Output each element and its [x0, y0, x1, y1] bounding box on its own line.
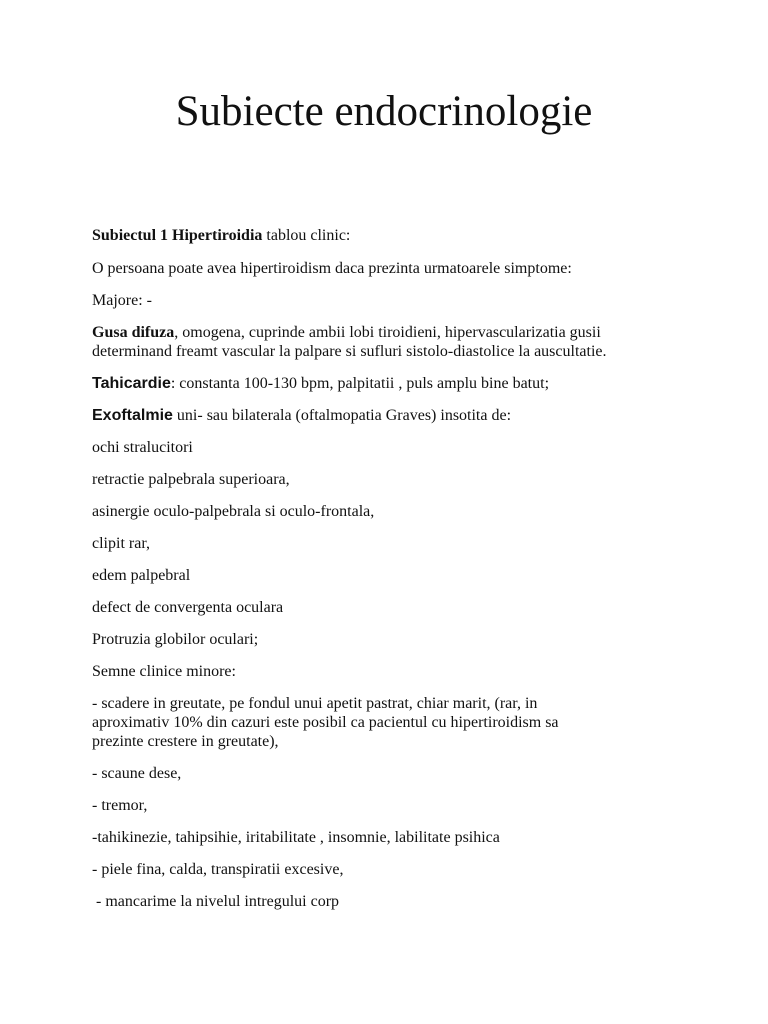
- minor-sign-item: - tremor,: [92, 797, 148, 814]
- eye-sign-item: asinergie oculo-palpebrala si oculo-frontala,: [92, 503, 375, 520]
- eye-sign-item: edem palpebral: [92, 567, 191, 584]
- minor-sign-item: -tahikinezie, tahipsihie, iritabilitate , insomnie, labilitate psihica: [92, 829, 500, 846]
- subject-rest: tablou clinic:: [262, 227, 351, 244]
- exoftalmie-term: Exoftalmie: [92, 407, 173, 424]
- subject-label: Subiectul 1 Hipertiroidia: [92, 227, 263, 244]
- gusa-line-2: determinand freamt vascular la palpare si sufluri sistolo-diastolice la auscultatie.: [92, 343, 607, 360]
- intro-paragraph: O persoana poate avea hipertiroidism daca prezinta urmatoarele simptome:: [92, 260, 572, 277]
- minor-heading: Semne clinice minore:: [92, 663, 236, 680]
- exoftalmie-line: [92, 406, 511, 425]
- subject-heading: [92, 226, 350, 245]
- gusa-term: Gusa difuza: [92, 324, 175, 341]
- gusa-line-1: [92, 323, 601, 342]
- weight-line-3: prezinte crestere in greutate),: [92, 733, 279, 750]
- eye-sign-item: ochi stralucitori: [92, 439, 193, 456]
- page-title: Subiecte endocrinologie: [175, 88, 593, 135]
- exoftalmie-text: uni- sau bilaterala (oftalmopatia Graves) insotita de:: [172, 407, 512, 424]
- eye-sign-item: retractie palpebrala superioara,: [92, 471, 290, 488]
- minor-sign-item: - mancarime la nivelul intregului corp: [92, 893, 340, 910]
- minor-sign-item: - piele fina, calda, transpiratii excesive,: [92, 861, 344, 878]
- major-heading: Majore: -: [92, 292, 152, 309]
- eye-sign-item: Protruzia globilor oculari;: [92, 631, 259, 648]
- gusa-text-1: , omogena, cuprinde ambii lobi tiroidieni, hipervascularizatia gusii: [174, 324, 601, 341]
- tahicardie-text: : constanta 100-130 bpm, palpitatii , puls amplu bine batut;: [170, 375, 550, 392]
- minor-sign-item: - scaune dese,: [92, 765, 182, 782]
- weight-line-1: - scadere in greutate, pe fondul unui apetit pastrat, chiar marit, (rar, in: [92, 695, 538, 712]
- eye-sign-item: clipit rar,: [92, 535, 150, 552]
- tahicardie-line: [92, 374, 549, 393]
- tahicardie-term: Tahicardie: [92, 375, 171, 392]
- weight-line-2: aproximativ 10% din cazuri este posibil ca pacientul cu hipertiroidism sa: [92, 714, 559, 731]
- eye-sign-item: defect de convergenta oculara: [92, 599, 284, 616]
